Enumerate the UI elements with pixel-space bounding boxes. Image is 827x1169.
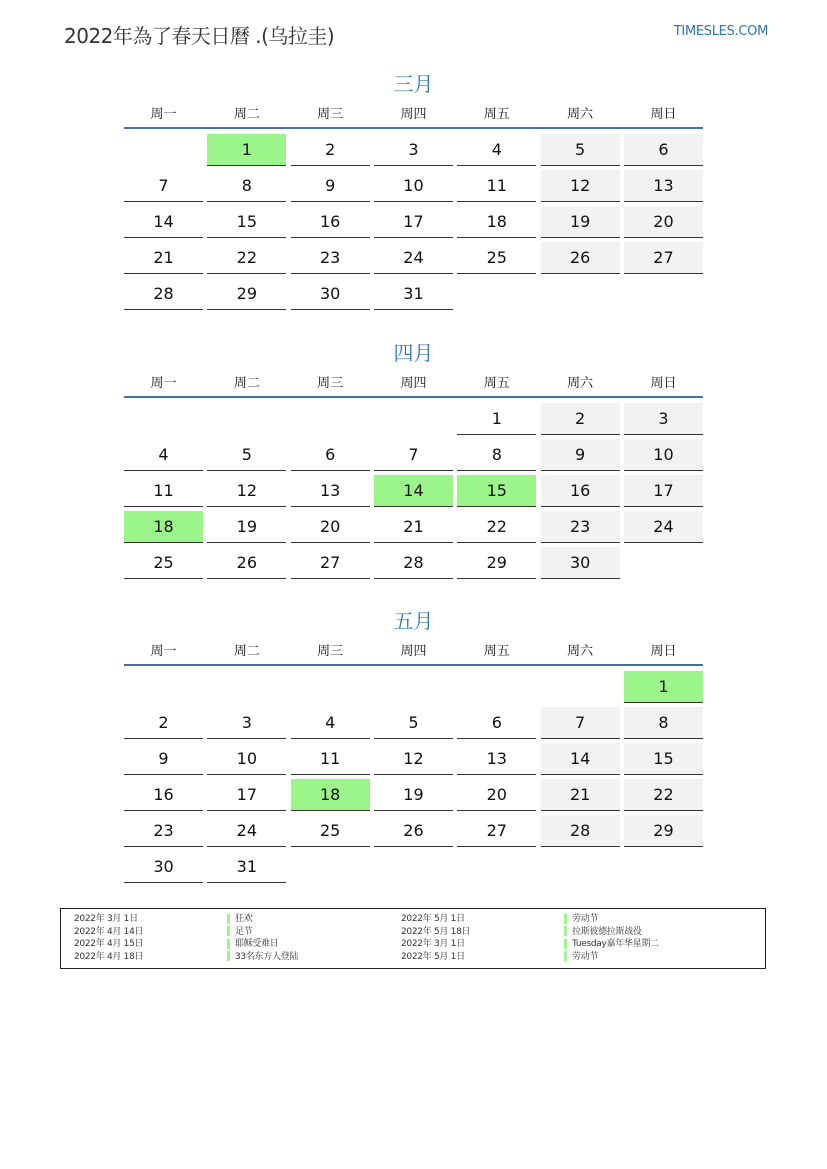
day-cell: 5 [374, 707, 453, 739]
day-cell: 15 [207, 206, 286, 238]
empty-cell [374, 671, 453, 702]
month-title: 四月 [393, 341, 434, 365]
day-cell: 29 [207, 278, 286, 310]
day-cell: 29 [624, 815, 703, 847]
month-may [124, 607, 703, 886]
day-cell: 16 [541, 475, 620, 507]
legend-holiday [564, 913, 659, 926]
legend-holiday-name: 劳动节 [572, 914, 599, 924]
legend-dates-left [74, 913, 143, 963]
day-cell: 24 [624, 511, 703, 543]
day-cell: 22 [624, 779, 703, 811]
page-title: 2022年為了春天日曆 .(乌拉圭) [64, 24, 335, 48]
day-cell: 19 [207, 511, 286, 543]
weekday-label: 周一 [150, 644, 177, 659]
weekday-label: 周三 [317, 107, 344, 122]
day-cell: 17 [207, 779, 286, 811]
weekday-label: 周四 [400, 644, 427, 659]
day-cell: 23 [124, 815, 203, 847]
holiday-marker [564, 951, 567, 961]
empty-cell [124, 134, 203, 165]
day-cell: 22 [457, 511, 536, 543]
month-march [124, 70, 703, 313]
day-cell: 8 [624, 707, 703, 739]
weekday-label: 周四 [400, 107, 427, 122]
day-cell: 7 [374, 439, 453, 471]
holiday-marker [227, 939, 230, 949]
day-cell: 10 [374, 170, 453, 202]
legend-date: 2022年 4月 14日 [74, 926, 144, 937]
weekday-label: 周五 [483, 644, 510, 659]
empty-cell [207, 671, 286, 702]
day-cell: 7 [541, 707, 620, 739]
weekday-label: 周六 [567, 107, 594, 122]
legend-holiday [227, 938, 298, 951]
weekday-header [124, 643, 703, 666]
day-cell: 17 [374, 206, 453, 238]
day-cell: 12 [207, 475, 286, 507]
legend-holiday [227, 926, 298, 939]
day-cell: 30 [541, 547, 620, 579]
day-cell: 30 [291, 278, 370, 310]
day-cell: 24 [207, 815, 286, 847]
day-cell: 29 [457, 547, 536, 579]
day-cell: 27 [291, 547, 370, 579]
day-cell: 20 [457, 779, 536, 811]
day-cell: 14 [124, 206, 203, 238]
weekday-label: 周二 [233, 644, 260, 659]
day-cell: 11 [457, 170, 536, 202]
day-cell: 4 [124, 439, 203, 471]
legend-date: 2022年 5月 1日 [401, 914, 465, 924]
holiday-marker [564, 914, 567, 924]
month-title: 三月 [393, 72, 434, 96]
day-cell: 21 [124, 242, 203, 274]
weekday-label: 周五 [483, 107, 510, 122]
weekday-label: 周一 [150, 107, 177, 122]
holiday-cell: 18 [291, 779, 370, 811]
day-cell: 15 [624, 743, 703, 775]
day-cell: 13 [624, 170, 703, 202]
day-cell: 23 [541, 511, 620, 543]
legend-date: 2022年 3月 1日 [401, 939, 465, 949]
day-cell: 20 [291, 511, 370, 543]
day-cell: 12 [541, 170, 620, 202]
day-cell: 4 [291, 707, 370, 739]
weekday-label: 周日 [650, 644, 677, 659]
weekday-label: 周六 [567, 644, 594, 659]
day-cell: 8 [207, 170, 286, 202]
day-grid [124, 402, 703, 582]
legend-holiday [227, 951, 298, 964]
legend-holiday [227, 913, 298, 926]
empty-cell [457, 671, 536, 702]
day-cell: 3 [374, 134, 453, 166]
weekday-header [124, 106, 703, 129]
legend-holiday [564, 951, 659, 964]
day-cell: 9 [124, 743, 203, 775]
site-link[interactable]: TIMESLES.COM [673, 24, 768, 39]
holiday-cell: 1 [624, 671, 703, 703]
weekday-label: 周三 [317, 376, 344, 391]
legend-holiday [564, 926, 659, 939]
legend-holiday-name: 33名东方人登陆 [235, 951, 299, 962]
holiday-cell: 1 [207, 134, 286, 166]
day-cell: 3 [624, 403, 703, 435]
day-cell: 6 [291, 439, 370, 471]
day-cell: 27 [624, 242, 703, 274]
day-cell: 26 [541, 242, 620, 274]
day-cell: 24 [374, 242, 453, 274]
weekday-label: 周三 [317, 644, 344, 659]
day-cell: 9 [291, 170, 370, 202]
weekday-label: 周六 [567, 376, 594, 391]
empty-cell [124, 671, 203, 702]
day-cell: 30 [124, 851, 203, 883]
day-cell: 11 [124, 475, 203, 507]
weekday-label: 周日 [650, 107, 677, 122]
weekday-label: 周五 [483, 376, 510, 391]
day-cell: 21 [374, 511, 453, 543]
day-cell: 4 [457, 134, 536, 166]
day-cell: 31 [207, 851, 286, 883]
day-cell: 10 [624, 439, 703, 471]
day-cell: 19 [541, 206, 620, 238]
day-cell: 28 [124, 278, 203, 310]
legend-holiday-name: 足节 [235, 926, 253, 937]
day-cell: 17 [624, 475, 703, 507]
empty-cell [124, 403, 203, 434]
empty-cell [541, 671, 620, 702]
day-cell: 19 [374, 779, 453, 811]
day-cell: 5 [541, 134, 620, 166]
weekday-label: 周二 [233, 107, 260, 122]
legend-dates-right [401, 913, 470, 963]
weekday-label: 周一 [150, 376, 177, 391]
holiday-cell: 15 [457, 475, 536, 507]
day-cell: 22 [207, 242, 286, 274]
weekday-label: 周日 [650, 376, 677, 391]
day-cell: 11 [291, 743, 370, 775]
day-cell: 14 [541, 743, 620, 775]
day-cell: 23 [291, 242, 370, 274]
day-cell: 2 [124, 707, 203, 739]
legend-date: 2022年 4月 18日 [74, 951, 144, 962]
day-cell: 20 [624, 206, 703, 238]
day-cell: 21 [541, 779, 620, 811]
legend-holiday-name: Tuesday嘉年华星期二 [572, 939, 659, 949]
legend-date: 2022年 5月 18日 [401, 926, 471, 937]
day-cell: 16 [291, 206, 370, 238]
legend-names-right [564, 913, 659, 963]
legend-date: 2022年 4月 15日 [74, 939, 144, 949]
holiday-marker [227, 926, 230, 936]
holiday-marker [227, 914, 230, 924]
legend-holiday [564, 938, 659, 951]
weekday-header [124, 375, 703, 398]
day-cell: 6 [624, 134, 703, 166]
day-cell: 9 [541, 439, 620, 471]
holiday-marker [564, 926, 567, 936]
day-cell: 28 [541, 815, 620, 847]
day-cell: 2 [291, 134, 370, 166]
day-cell: 27 [457, 815, 536, 847]
empty-cell [207, 403, 286, 434]
weekday-label: 周四 [400, 376, 427, 391]
day-cell: 26 [207, 547, 286, 579]
day-cell: 7 [124, 170, 203, 202]
day-cell: 25 [124, 547, 203, 579]
day-cell: 2 [541, 403, 620, 435]
day-cell: 28 [374, 547, 453, 579]
day-cell: 25 [457, 242, 536, 274]
day-cell: 16 [124, 779, 203, 811]
day-cell: 1 [457, 403, 536, 435]
day-cell: 13 [457, 743, 536, 775]
day-grid [124, 133, 703, 313]
legend-date: 2022年 3月 1日 [74, 914, 138, 924]
legend-holiday-name: 耶稣受难日 [235, 939, 279, 949]
day-cell: 18 [457, 206, 536, 238]
legend-holiday-name: 狂欢 [235, 914, 253, 924]
day-cell: 8 [457, 439, 536, 471]
day-cell: 13 [291, 475, 370, 507]
day-cell: 6 [457, 707, 536, 739]
day-cell: 5 [207, 439, 286, 471]
day-cell: 12 [374, 743, 453, 775]
day-grid [124, 670, 703, 886]
weekday-label: 周二 [233, 376, 260, 391]
holiday-marker [227, 951, 230, 961]
holiday-cell: 14 [374, 475, 453, 507]
legend-names-left [227, 913, 298, 963]
empty-cell [374, 403, 453, 434]
empty-cell [291, 403, 370, 434]
day-cell: 26 [374, 815, 453, 847]
holiday-legend [60, 908, 766, 969]
day-cell: 3 [207, 707, 286, 739]
day-cell: 25 [291, 815, 370, 847]
holiday-cell: 18 [124, 511, 203, 543]
legend-holiday-name: 拉斯彼德拉斯战役 [572, 926, 642, 937]
month-april [124, 339, 703, 582]
day-cell: 31 [374, 278, 453, 310]
legend-date: 2022年 5月 1日 [401, 951, 465, 962]
day-cell: 10 [207, 743, 286, 775]
empty-cell [291, 671, 370, 702]
legend-holiday-name: 劳动节 [572, 951, 599, 962]
month-title: 五月 [393, 609, 434, 633]
holiday-marker [564, 939, 567, 949]
